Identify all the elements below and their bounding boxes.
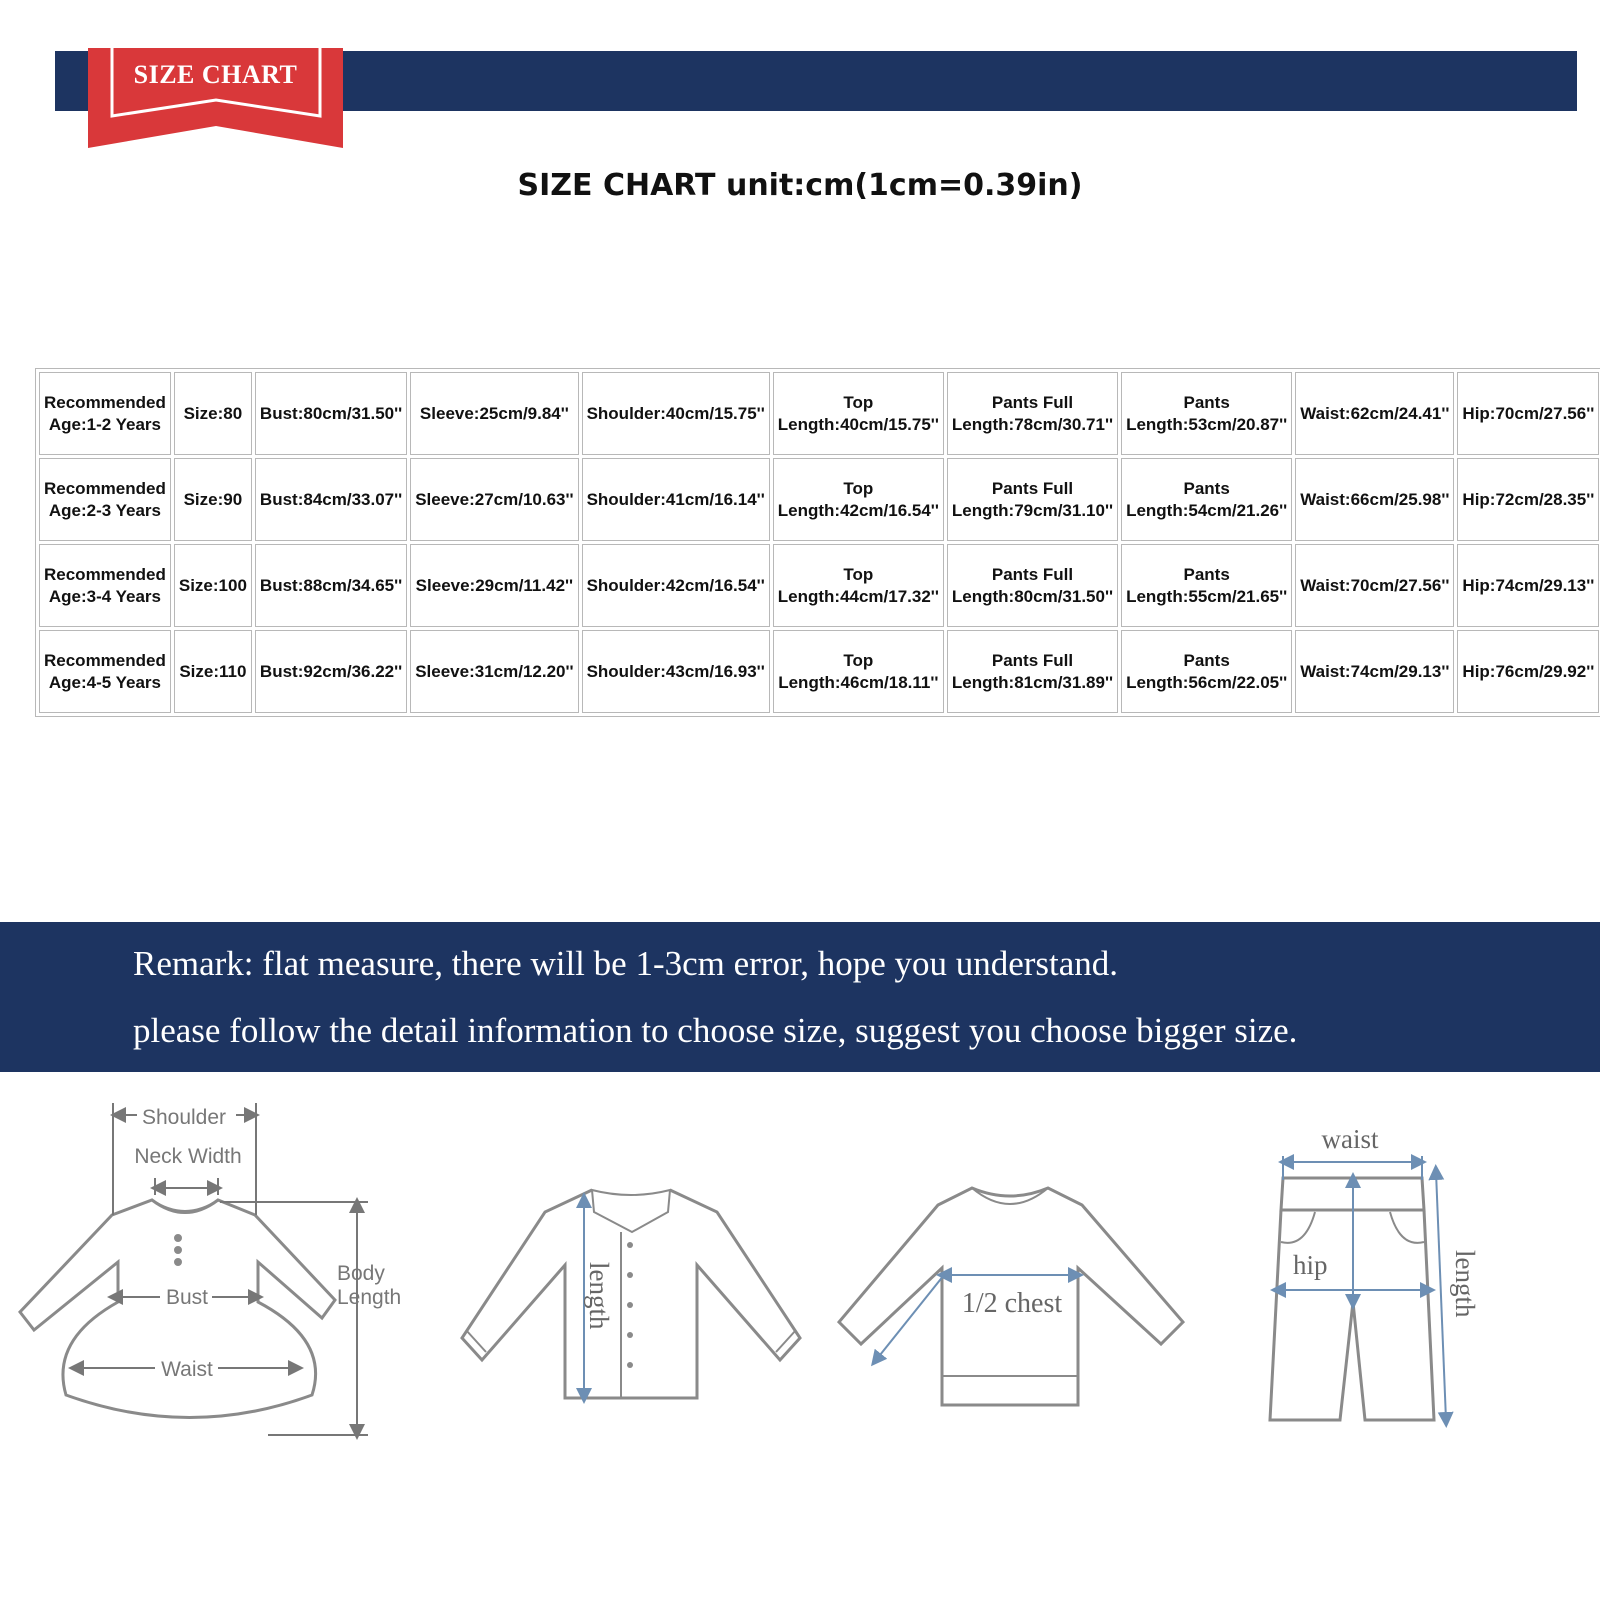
dress-body-label: Body: [337, 1262, 385, 1285]
ribbon-label: SIZE CHART: [133, 60, 298, 89]
table-cell: Waist:66cm/25.98'': [1295, 458, 1454, 541]
table-cell: Size:100: [174, 544, 252, 627]
dress-bust-label: Bust: [165, 1286, 209, 1309]
table-cell: Shoulder:40cm/15.75'': [582, 372, 770, 455]
table-cell: Top Length:40cm/15.75'': [773, 372, 944, 455]
remark-line-1: Remark: flat measure, there will be 1-3cm error, hope you understand.: [133, 944, 1119, 983]
pants-length-label: length: [1450, 1250, 1480, 1318]
table-cell: Top Length:46cm/18.11'': [773, 630, 944, 713]
table-cell: Waist:74cm/29.13'': [1295, 630, 1454, 713]
table-row: [39, 458, 1599, 541]
table-cell: Sleeve:29cm/11.42'': [410, 544, 578, 627]
table-cell: Pants Length:53cm/20.87'': [1121, 372, 1292, 455]
table-cell: Hip:72cm/28.35'': [1457, 458, 1599, 541]
table-row: [39, 544, 1599, 627]
sweater-chest-label: 1/2 chest: [961, 1288, 1063, 1319]
table-cell: Size:110: [174, 630, 252, 713]
size-table-body: [39, 372, 1599, 713]
table-cell: Sleeve:25cm/9.84'': [410, 372, 578, 455]
remark-line-2: please follow the detail information to choose size, suggest you choose bigger size.: [133, 1011, 1298, 1050]
table-cell: Hip:74cm/29.13'': [1457, 544, 1599, 627]
table-cell: Bust:84cm/33.07'': [255, 458, 407, 541]
table-cell: Shoulder:43cm/16.93'': [582, 630, 770, 713]
table-cell: Hip:76cm/29.92'': [1457, 630, 1599, 713]
size-table: [35, 368, 1600, 717]
table-cell: Pants Length:54cm/21.26'': [1121, 458, 1292, 541]
table-cell: Waist:70cm/27.56'': [1295, 544, 1454, 627]
table-cell: Top Length:44cm/17.32'': [773, 544, 944, 627]
table-cell: Size:90: [174, 458, 252, 541]
table-cell: Pants Full Length:79cm/31.10'': [947, 458, 1118, 541]
dress-length-label: Length: [337, 1286, 402, 1309]
measurement-diagrams: [0, 1080, 1600, 1460]
table-cell: Top Length:42cm/16.54'': [773, 458, 944, 541]
table-cell: Hip:70cm/27.56'': [1457, 372, 1599, 455]
sweater-sleeve-arrow: [876, 1275, 944, 1360]
table-cell: Shoulder:41cm/16.14'': [582, 458, 770, 541]
table-cell: Recommended Age:3-4 Years: [39, 544, 171, 627]
table-cell: Bust:92cm/36.22'': [255, 630, 407, 713]
table-cell: Recommended Age:1-2 Years: [39, 372, 171, 455]
table-row: [39, 372, 1599, 455]
table-cell: Bust:88cm/34.65'': [255, 544, 407, 627]
page-title: SIZE CHART unit:cm(1cm=0.39in): [517, 168, 1083, 203]
dress-neck-width-label: Neck Width: [134, 1145, 242, 1168]
table-cell: Pants Full Length:81cm/31.89'': [947, 630, 1118, 713]
table-cell: Recommended Age:4-5 Years: [39, 630, 171, 713]
table-cell: Pants Length:55cm/21.65'': [1121, 544, 1292, 627]
table-cell: Size:80: [174, 372, 252, 455]
table-cell: Pants Length:56cm/22.05'': [1121, 630, 1292, 713]
shirt-buttons: [627, 1242, 633, 1368]
dress-waist-label: Waist: [161, 1358, 213, 1381]
pants-waist-label: waist: [1321, 1124, 1379, 1154]
table-cell: Pants Full Length:80cm/31.50'': [947, 544, 1118, 627]
table-cell: Sleeve:31cm/12.20'': [410, 630, 578, 713]
table-row: [39, 630, 1599, 713]
shirt-length-label: length: [584, 1262, 614, 1330]
dress-shoulder-label: Shoulder: [141, 1106, 227, 1129]
table-cell: Recommended Age:2-3 Years: [39, 458, 171, 541]
table-cell: Waist:62cm/24.41'': [1295, 372, 1454, 455]
table-cell: Shoulder:42cm/16.54'': [582, 544, 770, 627]
pants-hip-label: hip: [1293, 1250, 1328, 1280]
table-cell: Pants Full Length:78cm/30.71'': [947, 372, 1118, 455]
table-cell: Bust:80cm/31.50'': [255, 372, 407, 455]
table-cell: Sleeve:27cm/10.63'': [410, 458, 578, 541]
